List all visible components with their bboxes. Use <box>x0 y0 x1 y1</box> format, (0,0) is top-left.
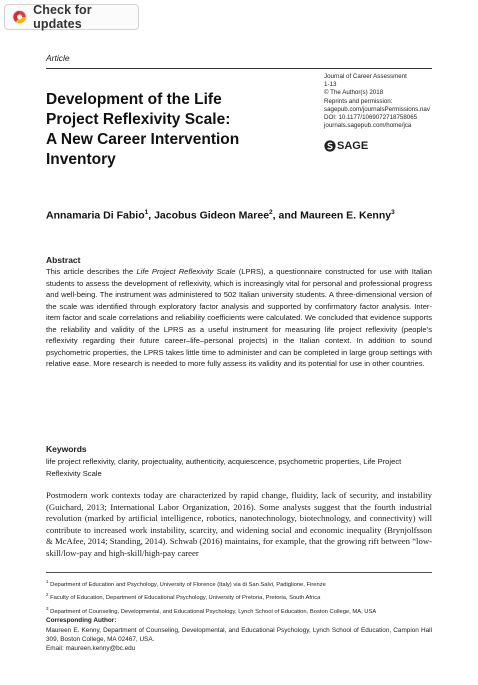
footnote-marker: 2 <box>46 592 49 598</box>
author-name: Jacobus Gideon Maree <box>154 209 270 222</box>
keywords-text: life project reflexivity, clarity, projectuality, authenticity, acquiescence, psychometric properties, Life Project Reflexivity Scale <box>46 457 402 478</box>
author-affiliation-marker: 2 <box>269 209 273 216</box>
title-line: Project Reflexivity Scale: <box>46 111 231 128</box>
title-line: Development of the Life <box>46 91 222 108</box>
keywords-heading: Keywords <box>46 444 87 454</box>
abstract-scale-name: Life Project Reflexivity Scale <box>136 267 236 276</box>
author-separator: , and <box>272 209 301 222</box>
affiliation-footnotes <box>46 577 446 617</box>
title-line: A New Career Intervention <box>46 131 240 148</box>
sage-logo-icon <box>324 140 336 152</box>
footnote-text: Department of Counseling, Developmental, and Educational Psychology, Lynch School of Education, Boston College, MA, USA <box>48 608 377 615</box>
permissions-link[interactable]: sagepub.com/journalsPermissions.nav <box>324 105 430 113</box>
footnote-marker: 3 <box>46 605 49 611</box>
page-range: 1-13 <box>324 81 337 89</box>
check-for-updates-label: Check for updates <box>33 3 92 31</box>
footnote-item <box>46 577 446 590</box>
check-for-updates-button[interactable] <box>4 4 139 30</box>
footnote-text: Faculty of Education, Department of Educational Psychology, University of Pretoria, Pretoria, South Africa <box>48 595 321 602</box>
author-name: Maureen E. Kenny <box>300 209 392 222</box>
journal-name: Journal of Career Assessment <box>324 73 407 80</box>
copyright: © The Author(s) 2018 <box>324 89 384 97</box>
article-type: Article <box>46 53 70 63</box>
title-line: Inventory <box>46 151 116 168</box>
header-divider <box>46 68 432 69</box>
author-name: Annamaria Di Fabio <box>46 209 145 222</box>
abstract-heading: Abstract <box>46 255 81 265</box>
corresponding-author-heading: Corresponding Author: <box>46 617 117 624</box>
footnote-item <box>46 590 446 603</box>
abstract-text <box>46 266 432 370</box>
footnote-item <box>46 604 446 617</box>
corresponding-author-email[interactable]: Email: maureen.kenny@bc.edu <box>46 645 136 652</box>
publisher-name: SAGE <box>337 140 369 152</box>
corresponding-author-address: Maureen E. Kenny, Department of Counseling, Developmental, and Educational Psychology, Lynch School of Education, Campion Hall 309, Boston College, MA 02467, USA. <box>46 627 432 643</box>
paper-title <box>46 90 316 170</box>
doi[interactable]: DOI: 10.1177/1069072718758065 <box>324 114 418 122</box>
abstract-text-part: This article describes the <box>46 267 137 276</box>
author-separator: , <box>148 209 155 222</box>
abstract-text-part: (LPRS), a questionnaire constructed for use with Italian students to assess the development of reflexivity, which is increasingly vital for personal and professional progress and well-being. The instrument was administered to 502 Italian university students. A three-dimensional version of the scale was identified through exploratory factor analysis and supported by confirmatory factor analysis. Inter-item factor and scale correlations and reliability coefficients were calculated. We concluded that evidence supports the reliability and validity of the LPRS as a useful instrument for measuring life project reflexivity (people’s reflexivity regarding their future career–life–personal projects) in the Italian context. In addition to sound psychometric properties, the LPRS takes little time to administer and can be completed in large group settings with relative ease. More research is needed to more fully assess its validity and its potential for use in other countries. <box>46 267 432 368</box>
reprints-label: Reprints and permission: <box>324 97 393 105</box>
footnote-text: Department of Education and Psychology, University of Florence (Italy) via di San Salvi, Padiglione, Firenze <box>48 581 326 588</box>
author-list <box>46 209 395 222</box>
check-updates-icon <box>12 9 27 25</box>
author-affiliation-marker: 1 <box>144 209 149 216</box>
publisher-logo <box>324 140 368 152</box>
author-affiliation-marker: 3 <box>391 209 395 216</box>
footnote-divider <box>46 572 432 573</box>
journal-info <box>324 73 430 130</box>
footnote-marker: 1 <box>46 579 49 584</box>
journal-home-link[interactable]: journals.sagepub.com/home/jca <box>324 122 412 130</box>
body-paragraph: Postmodern work contexts today are characterized by rapid change, fluidity, lack of security, and instability (Guichard, 2013; International Labor Organization, 2016). Some analysts suggest that the fourth industrial revolution (marked by artificial intelligence, robotics, nanotechnology, biotechnology, and connectivity) will contribute to increased work instability, scarcity, and widening social and economic inequality (Brynjolfsson & McAfee, 2014; Standing, 2014). Schwab (2016) maintains, for example, that the growing rift between “low-skill/low-pay and high-skill/high-pay career <box>46 490 432 558</box>
